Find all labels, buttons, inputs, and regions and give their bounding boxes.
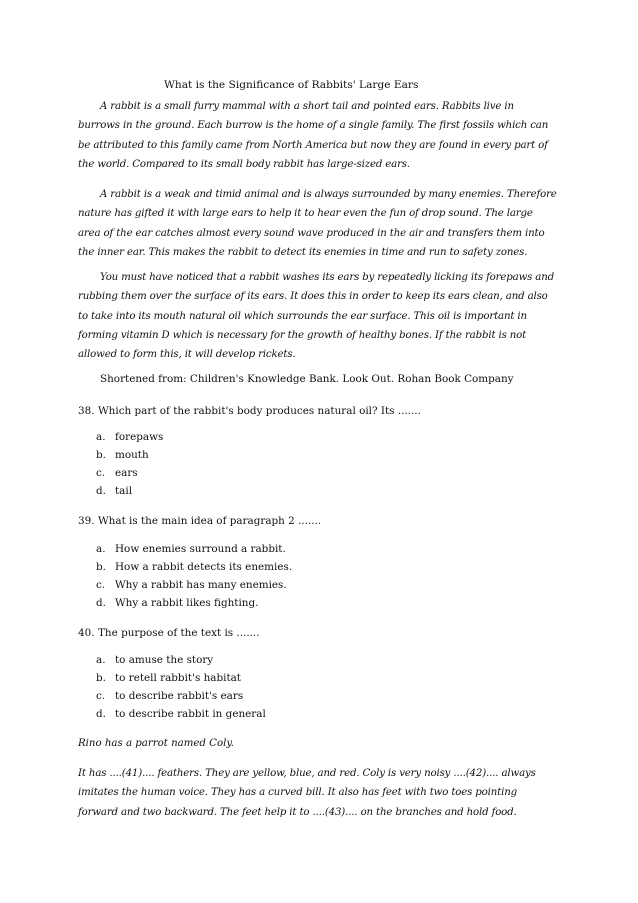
option-letter: b.: [96, 449, 106, 461]
question-number: 40.: [78, 627, 95, 639]
source-citation: Shortened from: Children's Knowledge Bank. Look Out. Rohan Book Company: [100, 373, 514, 385]
option-text: Why a rabbit has many enemies.: [115, 579, 287, 591]
option-text: How enemies surround a rabbit.: [115, 543, 286, 555]
paragraph-3: You must have noticed that a rabbit washes its ears by repeatedly licking its forepaws and rubbing them over the surface of its ears. It does this in order to keep its ears clean, and also to take into its mouth natural oil which surrounds the ear surface. This oil is important in forming vitamin D which is necessary for the growth of healthy bones. If the rabbit is not allowed to form this, it will develop rickets.: [78, 272, 555, 361]
option-letter: a.: [96, 431, 106, 443]
option-text: tail: [115, 485, 133, 497]
option-text: mouth: [115, 449, 149, 461]
question-39: [78, 515, 321, 527]
option-item: [96, 687, 266, 705]
option-item: [96, 482, 163, 500]
question-text: Which part of the rabbit's body produces natural oil? Its .......: [98, 405, 421, 417]
option-text: to retell rabbit's habitat: [115, 672, 241, 684]
cloze-intro: Rino has a parrot named Coly.: [78, 738, 234, 749]
option-letter: c.: [96, 690, 106, 702]
option-letter: a.: [96, 543, 106, 555]
question-text: The purpose of the text is .......: [98, 627, 260, 639]
option-letter: d.: [96, 485, 106, 497]
question-40: [78, 627, 260, 639]
option-text: to describe rabbit's ears: [115, 690, 244, 702]
option-item: [96, 540, 292, 558]
option-text: forepaws: [115, 431, 164, 443]
option-letter: d.: [96, 597, 106, 609]
option-item: [96, 446, 163, 464]
document-title: What is the Significance of Rabbits' Large Ears: [164, 79, 419, 91]
option-item: [96, 669, 266, 687]
option-item: [96, 594, 292, 612]
option-item: [96, 558, 292, 576]
question-number: 38.: [78, 405, 95, 417]
question-38-options: [96, 428, 163, 500]
option-letter: a.: [96, 654, 106, 666]
paragraph-2: A rabbit is a weak and timid animal and is always surrounded by many enemies. Therefore nature has gifted it with large ears to help it to hear even the fun of drop sound. The large area of the ear catches almost every sound wave produced in the air and transfers them into the inner ear. This makes the rabbit to detect its enemies in time and run to safety zones.: [78, 189, 557, 258]
option-item: [96, 651, 266, 669]
option-item: [96, 705, 266, 723]
option-letter: b.: [96, 561, 106, 573]
option-item: [96, 464, 163, 482]
option-item: [96, 576, 292, 594]
option-text: to amuse the story: [115, 654, 214, 666]
cloze-text: It has ....(41).... feathers. They are yellow, blue, and red. Coly is very noisy ....(42).... always imitates the human voice. They has a curved bill. It also has feet with two toes pointing forward and two backward. The feet help it to ....(43).... on the branches and hold food.: [78, 768, 536, 818]
option-text: Why a rabbit likes fighting.: [115, 597, 259, 609]
option-text: to describe rabbit in general: [115, 708, 266, 720]
question-40-options: [96, 651, 266, 723]
question-number: 39.: [78, 515, 95, 527]
option-item: [96, 428, 163, 446]
question-38: [78, 405, 421, 417]
option-letter: b.: [96, 672, 106, 684]
paragraph-1: A rabbit is a small furry mammal with a short tail and pointed ears. Rabbits live in burrows in the ground. Each burrow is the home of a single family. The first fossils which can be attributed to this family came from North America but now they are found in every part of the world. Compared to its small body rabbit has large-sized ears.: [78, 101, 549, 170]
option-letter: d.: [96, 708, 106, 720]
question-39-options: [96, 540, 292, 612]
question-text: What is the main idea of paragraph 2 .......: [98, 515, 322, 527]
option-text: ears: [115, 467, 138, 479]
option-letter: c.: [96, 579, 106, 591]
option-letter: c.: [96, 467, 106, 479]
option-text: How a rabbit detects its enemies.: [115, 561, 293, 573]
